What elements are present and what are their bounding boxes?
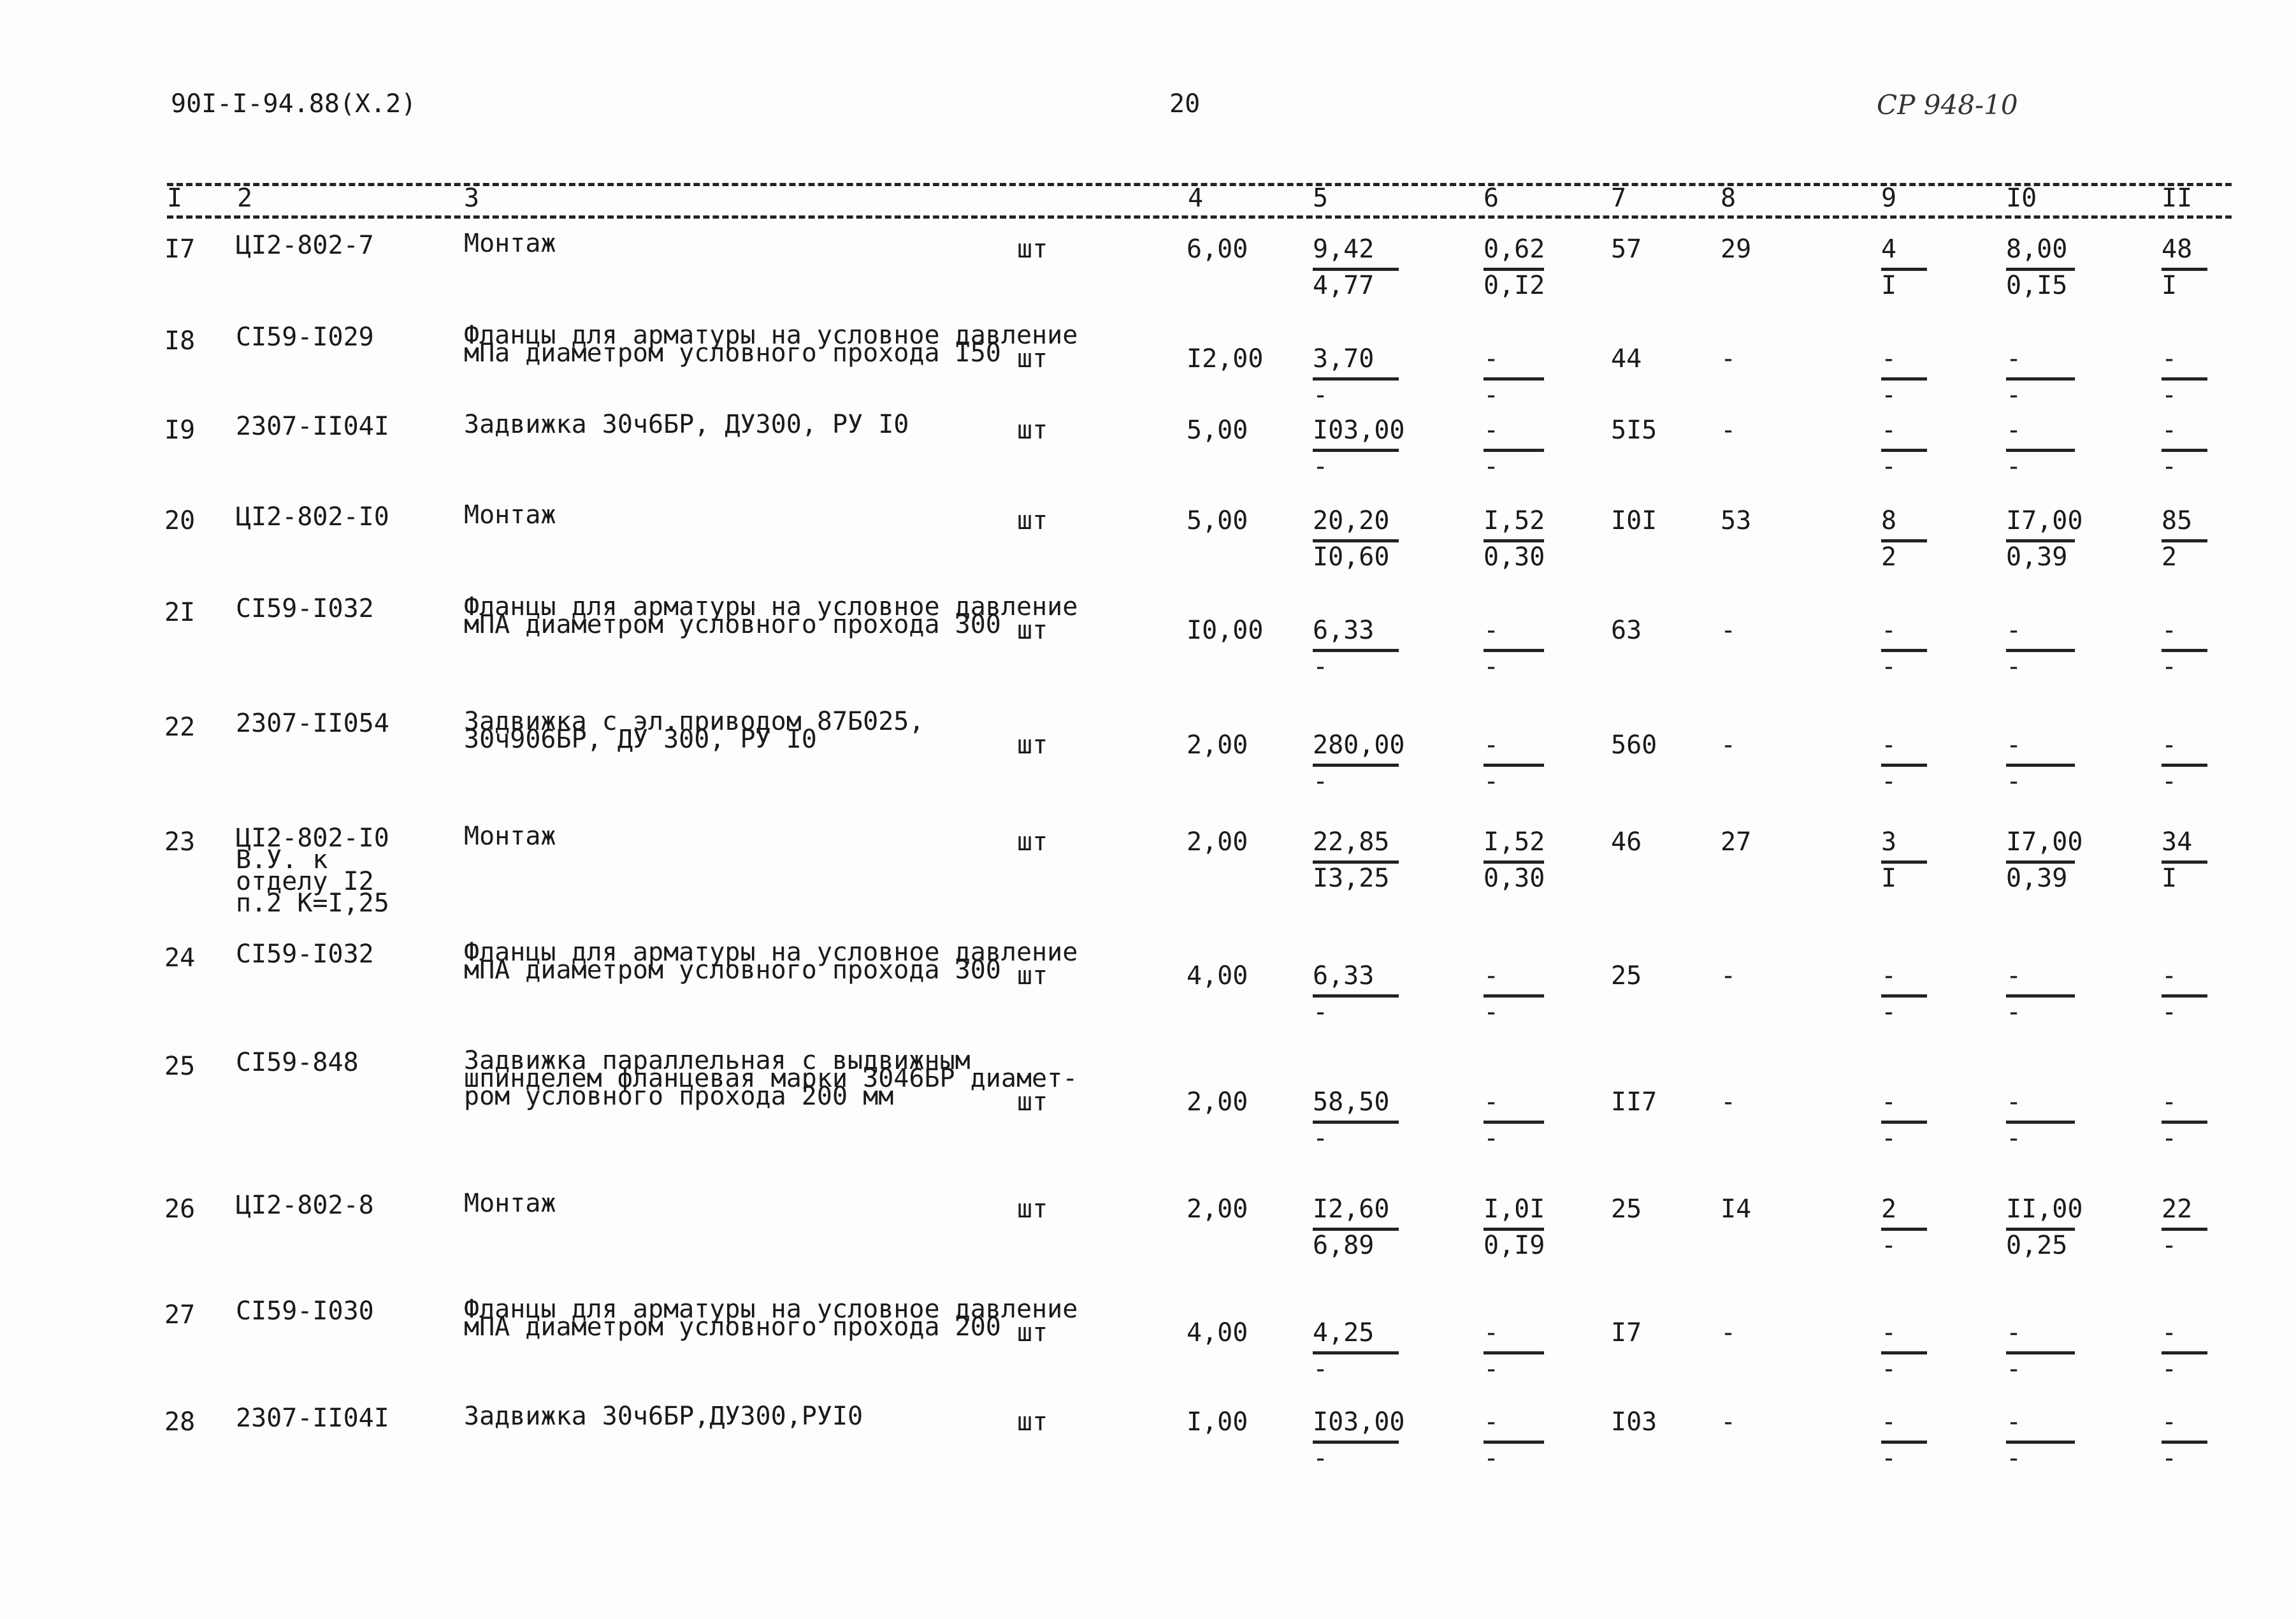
unit-wage-denominator: - [1484, 767, 1499, 796]
total-wage-fraction [1881, 235, 1927, 304]
row-number: 2I [164, 598, 196, 627]
total-wage-denominator: - [1881, 998, 1897, 1027]
work-description: Задвижка 30ч6БР, ДУ300, РУ I0 [464, 410, 909, 439]
total-wage-sum: - [1721, 416, 1736, 445]
labor-unit-fraction [2006, 344, 2075, 414]
column-header-11: II [2162, 184, 2193, 213]
labor-total-fraction [2162, 961, 2207, 1031]
unit-cost-denominator: - [1313, 1354, 1329, 1384]
unit-wage-numerator: - [1484, 1318, 1499, 1347]
labor-unit-denominator: 0,25 [2006, 1231, 2068, 1260]
total-wage-numerator: - [1881, 616, 1897, 645]
labor-total-denominator: I [2162, 271, 2177, 300]
total-wage-fraction [1881, 616, 1927, 685]
labor-total-numerator: - [2162, 730, 2177, 760]
total-cost: II7 [1611, 1087, 1657, 1117]
total-cost: I03 [1611, 1407, 1657, 1437]
labor-unit-fraction [2006, 1194, 2083, 1264]
total-wage-numerator: - [1881, 1407, 1897, 1437]
unit-cost-fraction [1313, 730, 1405, 800]
unit-of-measure: шт [1017, 506, 1048, 535]
labor-total-numerator: - [2162, 616, 2177, 645]
unit-cost-denominator: - [1313, 452, 1329, 481]
unit-cost-numerator: 6,33 [1313, 961, 1375, 991]
total-wage-denominator: - [1881, 652, 1897, 681]
labor-unit-denominator: - [2006, 767, 2022, 796]
unit-cost-fraction [1313, 1087, 1399, 1157]
unit-cost-fraction [1313, 416, 1405, 485]
work-description: Задвижка 30ч6БР,ДУ300,РУI0 [464, 1402, 863, 1431]
row-number: 26 [164, 1194, 196, 1224]
unit-cost-numerator: I03,00 [1313, 416, 1405, 445]
total-wage-fraction [1881, 961, 1927, 1031]
quantity: 2,00 [1187, 1194, 1248, 1224]
total-cost: 560 [1611, 730, 1657, 760]
quantity: 5,00 [1187, 416, 1248, 445]
labor-total-denominator: I [2162, 864, 2177, 893]
labor-unit-fraction [2006, 506, 2083, 576]
unit-wage-numerator: - [1484, 730, 1499, 760]
total-cost: 44 [1611, 344, 1642, 374]
unit-of-measure: шт [1017, 344, 1048, 374]
unit-of-measure: шт [1017, 1194, 1048, 1224]
total-wage-numerator: - [1881, 1318, 1897, 1347]
norm-code: ЦI2-802-I0 В.У. к отделу I2 п.2 К=I,25 [236, 824, 389, 918]
total-wage-numerator: 2 [1881, 1194, 1897, 1224]
unit-of-measure: шт [1017, 1407, 1048, 1437]
norm-code: 2307-II04I [236, 1404, 389, 1433]
labor-unit-fraction [2006, 730, 2075, 800]
labor-total-denominator: - [2162, 767, 2177, 796]
labor-unit-numerator: - [2006, 416, 2022, 445]
total-wage-denominator: - [1881, 1124, 1897, 1153]
labor-unit-denominator: - [2006, 1354, 2022, 1384]
labor-unit-fraction [2006, 235, 2075, 304]
labor-total-denominator: - [2162, 998, 2177, 1027]
unit-wage-denominator: - [1484, 1354, 1499, 1384]
norm-code: ЦI2-802-I0 [236, 502, 389, 532]
labor-total-denominator: 2 [2162, 542, 2177, 572]
labor-total-numerator: - [2162, 961, 2177, 991]
row-number: 24 [164, 943, 196, 973]
labor-unit-denominator: - [2006, 381, 2022, 410]
total-wage-fraction [1881, 1087, 1927, 1157]
unit-cost-numerator: 9,42 [1313, 235, 1375, 264]
total-wage-fraction [1881, 1407, 1927, 1477]
unit-wage-numerator: 0,62 [1484, 235, 1545, 264]
labor-total-numerator: - [2162, 344, 2177, 374]
unit-wage-numerator: - [1484, 1407, 1499, 1437]
total-wage-denominator: - [1881, 381, 1897, 410]
unit-cost-numerator: 4,25 [1313, 1318, 1375, 1347]
labor-unit-fraction [2006, 416, 2075, 485]
labor-total-denominator: - [2162, 652, 2177, 681]
labor-unit-numerator: - [2006, 1087, 2022, 1117]
total-wage-denominator: - [1881, 767, 1897, 796]
total-wage-denominator: 2 [1881, 542, 1897, 572]
unit-wage-fraction [1484, 1318, 1544, 1388]
labor-total-numerator: - [2162, 1087, 2177, 1117]
unit-wage-fraction [1484, 616, 1544, 685]
column-header-4: 4 [1188, 184, 1204, 213]
unit-wage-denominator: 0,30 [1484, 864, 1545, 893]
unit-cost-fraction [1313, 961, 1399, 1031]
labor-total-fraction [2162, 1087, 2207, 1157]
unit-cost-fraction [1313, 1318, 1399, 1388]
unit-cost-denominator: 4,77 [1313, 271, 1375, 300]
labor-total-fraction [2162, 730, 2207, 800]
unit-wage-numerator: - [1484, 416, 1499, 445]
unit-of-measure: шт [1017, 961, 1048, 991]
labor-unit-numerator: - [2006, 616, 2022, 645]
unit-wage-fraction [1484, 1407, 1544, 1477]
labor-total-denominator: - [2162, 452, 2177, 481]
norm-code: ЦI2-802-8 [236, 1191, 374, 1220]
row-number: 22 [164, 713, 196, 742]
unit-of-measure: шт [1017, 416, 1048, 445]
labor-unit-numerator: II,00 [2006, 1194, 2083, 1224]
row-number: I7 [164, 235, 196, 264]
unit-cost-numerator: 58,50 [1313, 1087, 1390, 1117]
work-description: Задвижка параллельная с выдвижным шпинделем фланцевая марки 3046БР диамет- ром условного прохода 200 мм [464, 1046, 1078, 1111]
unit-wage-fraction [1484, 1087, 1544, 1157]
unit-wage-denominator: - [1484, 652, 1499, 681]
quantity: 2,00 [1187, 827, 1248, 857]
total-wage-numerator: - [1881, 344, 1897, 374]
unit-cost-denominator: - [1313, 1444, 1329, 1473]
column-header-10: I0 [2006, 184, 2037, 213]
unit-wage-numerator: I,52 [1484, 506, 1545, 535]
unit-cost-denominator: - [1313, 381, 1329, 410]
total-cost: 57 [1611, 235, 1642, 264]
labor-unit-fraction [2006, 1087, 2075, 1157]
labor-unit-numerator: - [2006, 1407, 2022, 1437]
total-wage-denominator: - [1881, 1444, 1897, 1473]
unit-wage-fraction [1484, 730, 1544, 800]
unit-cost-fraction [1313, 344, 1399, 414]
unit-cost-fraction [1313, 1407, 1405, 1477]
labor-unit-denominator: - [2006, 1444, 2022, 1473]
quantity: 2,00 [1187, 730, 1248, 760]
work-description: Монтаж [464, 229, 556, 258]
total-wage-sum: - [1721, 730, 1736, 760]
labor-total-numerator: 34 [2162, 827, 2193, 857]
unit-cost-numerator: 6,33 [1313, 616, 1375, 645]
total-wage-denominator: - [1881, 1354, 1897, 1384]
quantity: 5,00 [1187, 506, 1248, 535]
total-wage-sum: - [1721, 344, 1736, 374]
column-header-7: 7 [1611, 184, 1627, 213]
labor-unit-denominator: 0,I5 [2006, 271, 2068, 300]
unit-wage-fraction [1484, 827, 1544, 897]
unit-cost-fraction [1313, 506, 1399, 576]
header-rule-bottom [167, 215, 2232, 219]
quantity: 4,00 [1187, 961, 1248, 991]
total-wage-numerator: - [1881, 1087, 1897, 1117]
labor-unit-numerator: - [2006, 961, 2022, 991]
unit-wage-denominator: - [1484, 1124, 1499, 1153]
labor-total-numerator: - [2162, 1407, 2177, 1437]
labor-total-fraction [2162, 235, 2207, 304]
norm-code: ЦI2-802-7 [236, 231, 374, 260]
unit-cost-denominator: - [1313, 767, 1329, 796]
unit-wage-fraction [1484, 961, 1544, 1031]
total-wage-numerator: - [1881, 416, 1897, 445]
unit-wage-denominator: - [1484, 1444, 1499, 1473]
total-wage-fraction [1881, 1194, 1927, 1264]
column-header-6: 6 [1484, 184, 1499, 213]
total-wage-sum: - [1721, 1087, 1736, 1117]
work-description: Монтаж [464, 822, 556, 851]
total-wage-fraction [1881, 1318, 1927, 1388]
total-wage-denominator: I [1881, 864, 1897, 893]
labor-total-fraction [2162, 1318, 2207, 1388]
unit-wage-denominator: 0,I2 [1484, 271, 1545, 300]
total-wage-fraction [1881, 827, 1927, 897]
total-wage-numerator: - [1881, 730, 1897, 760]
unit-wage-numerator: - [1484, 616, 1499, 645]
unit-wage-denominator: - [1484, 452, 1499, 481]
labor-total-fraction [2162, 1407, 2207, 1477]
work-description: Фланцы для арматуры на условное давление мПА диаметром условного прохода 300 [464, 592, 1078, 639]
quantity: 4,00 [1187, 1318, 1248, 1347]
unit-cost-numerator: 280,00 [1313, 730, 1405, 760]
work-description: Фланцы для арматуры на условное давление мПа диаметром условного прохода I50 [464, 321, 1078, 368]
total-wage-numerator: - [1881, 961, 1897, 991]
unit-wage-fraction [1484, 344, 1544, 414]
labor-total-numerator: 22 [2162, 1194, 2193, 1224]
column-header-1: I [167, 184, 183, 213]
page-number: 20 [1169, 89, 1201, 119]
unit-cost-fraction [1313, 827, 1399, 897]
labor-unit-numerator: - [2006, 344, 2022, 374]
column-header-5: 5 [1313, 184, 1329, 213]
total-cost: 25 [1611, 1194, 1642, 1224]
total-wage-fraction [1881, 344, 1927, 414]
total-cost: I7 [1611, 1318, 1642, 1347]
labor-total-denominator: - [2162, 1124, 2177, 1153]
unit-wage-numerator: I,52 [1484, 827, 1545, 857]
total-wage-sum: 53 [1721, 506, 1752, 535]
labor-unit-denominator: 0,39 [2006, 542, 2068, 572]
total-wage-denominator: I [1881, 271, 1897, 300]
total-wage-sum: 29 [1721, 235, 1752, 264]
unit-wage-numerator: - [1484, 344, 1499, 374]
unit-cost-numerator: I03,00 [1313, 1407, 1405, 1437]
labor-total-fraction [2162, 344, 2207, 414]
row-number: 25 [164, 1052, 196, 1081]
unit-wage-denominator: - [1484, 381, 1499, 410]
unit-wage-numerator: I,0I [1484, 1194, 1545, 1224]
total-wage-sum: I4 [1721, 1194, 1752, 1224]
column-header-2: 2 [237, 184, 253, 213]
unit-cost-numerator: 22,85 [1313, 827, 1390, 857]
row-number: I9 [164, 416, 196, 445]
labor-total-numerator: 85 [2162, 506, 2193, 535]
labor-unit-numerator: - [2006, 1318, 2022, 1347]
total-wage-denominator: - [1881, 1231, 1897, 1260]
column-header-3: 3 [464, 184, 480, 213]
labor-total-numerator: - [2162, 1318, 2177, 1347]
unit-wage-fraction [1484, 416, 1544, 485]
unit-cost-numerator: 3,70 [1313, 344, 1375, 374]
labor-unit-fraction [2006, 1318, 2075, 1388]
unit-cost-fraction [1313, 235, 1399, 304]
norm-code: 2307-II04I [236, 412, 389, 441]
unit-wage-denominator: 0,I9 [1484, 1231, 1545, 1260]
document-code: 90I-I-94.88(X.2) [171, 89, 417, 119]
unit-wage-fraction [1484, 235, 1544, 304]
labor-unit-numerator: I7,00 [2006, 827, 2083, 857]
quantity: I2,00 [1187, 344, 1264, 374]
total-cost: 46 [1611, 827, 1642, 857]
labor-total-numerator: 48 [2162, 235, 2193, 264]
row-number: 20 [164, 506, 196, 535]
labor-total-fraction [2162, 506, 2207, 576]
norm-code: 2307-II054 [236, 709, 389, 738]
unit-of-measure: шт [1017, 827, 1048, 857]
unit-wage-numerator: - [1484, 1087, 1499, 1117]
column-header-8: 8 [1721, 184, 1736, 213]
total-wage-fraction [1881, 416, 1927, 485]
labor-total-denominator: - [2162, 1354, 2177, 1384]
unit-wage-fraction [1484, 1194, 1544, 1264]
total-cost: 5I5 [1611, 416, 1657, 445]
labor-unit-fraction [2006, 1407, 2075, 1477]
unit-wage-denominator: - [1484, 998, 1499, 1027]
labor-total-fraction [2162, 616, 2207, 685]
total-wage-sum: - [1721, 1407, 1736, 1437]
labor-unit-denominator: - [2006, 1124, 2022, 1153]
unit-cost-fraction [1313, 616, 1399, 685]
unit-cost-denominator: - [1313, 1124, 1329, 1153]
row-number: 23 [164, 827, 196, 857]
labor-total-denominator: - [2162, 381, 2177, 410]
unit-cost-denominator: - [1313, 998, 1329, 1027]
work-description: Задвижка с эл.приводом 87Б025, 30ч906БР, ДУ 300, РУ I0 [464, 707, 925, 754]
row-number: 28 [164, 1407, 196, 1437]
unit-cost-denominator: - [1313, 652, 1329, 681]
labor-unit-fraction [2006, 827, 2083, 897]
labor-unit-fraction [2006, 961, 2075, 1031]
labor-total-fraction [2162, 416, 2207, 485]
total-wage-fraction [1881, 730, 1927, 800]
handwritten-stamp: СР 948-10 [1877, 89, 2018, 120]
total-wage-numerator: 8 [1881, 506, 1897, 535]
labor-unit-numerator: 8,00 [2006, 235, 2068, 264]
labor-unit-denominator: - [2006, 998, 2022, 1027]
work-description: Монтаж [464, 500, 556, 530]
quantity: I,00 [1187, 1407, 1248, 1437]
column-header-9: 9 [1881, 184, 1897, 213]
labor-total-denominator: - [2162, 1444, 2177, 1473]
quantity: I0,00 [1187, 616, 1264, 645]
row-number: I8 [164, 326, 196, 356]
norm-code: CI59-848 [236, 1048, 359, 1077]
total-wage-sum: - [1721, 1318, 1736, 1347]
unit-of-measure: шт [1017, 1087, 1048, 1117]
unit-wage-fraction [1484, 506, 1544, 576]
unit-of-measure: шт [1017, 616, 1048, 645]
row-number: 27 [164, 1300, 196, 1330]
labor-unit-numerator: - [2006, 730, 2022, 760]
labor-total-numerator: - [2162, 416, 2177, 445]
labor-unit-fraction [2006, 616, 2075, 685]
quantity: 2,00 [1187, 1087, 1248, 1117]
unit-cost-denominator: I0,60 [1313, 542, 1390, 572]
unit-cost-numerator: I2,60 [1313, 1194, 1390, 1224]
unit-of-measure: шт [1017, 730, 1048, 760]
total-wage-sum: - [1721, 616, 1736, 645]
norm-code: CI59-I032 [236, 594, 374, 623]
work-description: Фланцы для арматуры на условное давление мПА диаметром условного прохода 300 [464, 938, 1078, 985]
total-wage-numerator: 3 [1881, 827, 1897, 857]
norm-code: CI59-I032 [236, 940, 374, 969]
total-wage-fraction [1881, 506, 1927, 576]
unit-of-measure: шт [1017, 1318, 1048, 1347]
unit-cost-denominator: 6,89 [1313, 1231, 1375, 1260]
total-wage-sum: 27 [1721, 827, 1752, 857]
labor-unit-denominator: - [2006, 452, 2022, 481]
total-wage-numerator: 4 [1881, 235, 1897, 264]
labor-total-denominator: - [2162, 1231, 2177, 1260]
unit-of-measure: шт [1017, 235, 1048, 264]
unit-wage-numerator: - [1484, 961, 1499, 991]
labor-unit-numerator: I7,00 [2006, 506, 2083, 535]
unit-cost-fraction [1313, 1194, 1399, 1264]
labor-total-fraction [2162, 827, 2207, 897]
work-description: Монтаж [464, 1189, 556, 1218]
total-wage-sum: - [1721, 961, 1736, 991]
norm-code: CI59-I029 [236, 323, 374, 352]
labor-unit-denominator: - [2006, 652, 2022, 681]
unit-cost-numerator: 20,20 [1313, 506, 1390, 535]
labor-total-fraction [2162, 1194, 2207, 1264]
unit-wage-denominator: 0,30 [1484, 542, 1545, 572]
labor-unit-denominator: 0,39 [2006, 864, 2068, 893]
total-cost: 63 [1611, 616, 1642, 645]
quantity: 6,00 [1187, 235, 1248, 264]
norm-code: CI59-I030 [236, 1296, 374, 1326]
total-cost: 25 [1611, 961, 1642, 991]
total-cost: I0I [1611, 506, 1657, 535]
unit-cost-denominator: I3,25 [1313, 864, 1390, 893]
work-description: Фланцы для арматуры на условное давление мПА диаметром условного прохода 200 [464, 1295, 1078, 1342]
total-wage-denominator: - [1881, 452, 1897, 481]
